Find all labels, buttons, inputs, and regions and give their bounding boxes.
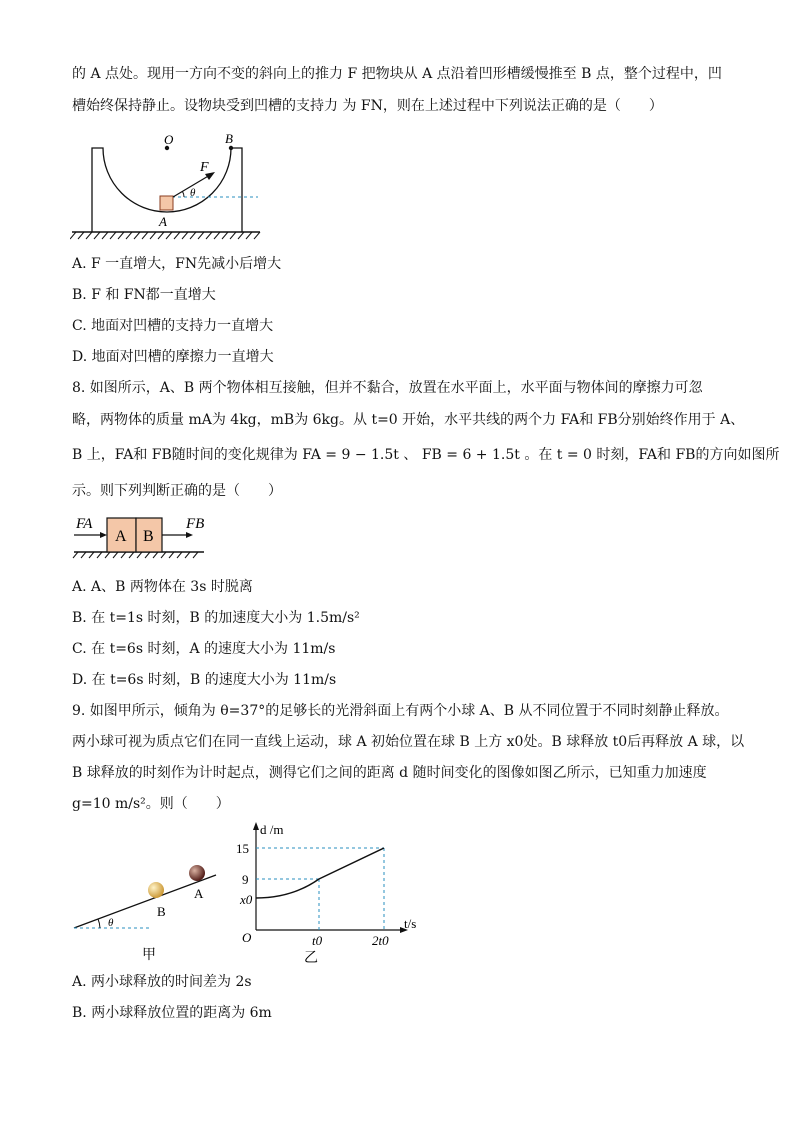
label-O: O: [164, 132, 174, 147]
block-icon: [160, 196, 173, 210]
q7-groove-figure: [70, 128, 270, 242]
q8-option-a: A. A、B 两物体在 3s 时脱离: [72, 579, 253, 595]
label-B: B: [225, 131, 233, 146]
block-b-label: B: [143, 528, 154, 545]
caption-yi: 乙: [304, 951, 318, 966]
label-F: F: [200, 160, 209, 175]
x-axis-label: t/s: [404, 916, 417, 931]
q9-line-4: g=10 m/s²。则（ ）: [72, 796, 230, 812]
y-tick-15: 15: [236, 841, 249, 856]
label-FA: FA: [76, 516, 93, 532]
q7-intro-line-2: 槽始终保持静止。设物块受到凹槽的支持力 为 FN，则在上述过程中下列说法正确的是（ ）: [72, 98, 663, 114]
q8-blocks-figure: [70, 510, 210, 568]
q9-option-b: B. 两小球释放位置的距离为 6m: [72, 1005, 272, 1021]
label-FB: FB: [186, 516, 205, 532]
q8-option-c: C. 在 t=6s 时刻，A 的速度大小为 11m/s: [72, 641, 336, 657]
x-tick-2t0: 2t0: [372, 933, 389, 948]
ball-a-label: A: [194, 886, 204, 901]
q7-option-d: D. 地面对凹槽的摩擦力一直增大: [72, 349, 274, 365]
q7-option-c: C. 地面对凹槽的支持力一直增大: [72, 318, 274, 334]
q9-line-2: 两小球可视为质点它们在同一直线上运动，球 A 初始位置在球 B 上方 x0处。B 球释放 t0后再释放 A 球，以: [72, 734, 745, 750]
incline-theta: θ: [108, 917, 114, 929]
q9-graph-figure: [232, 818, 432, 968]
q9-line-1: 9. 如图甲所示，倾角为 θ=37°的足够长的光滑斜面上有两个小球 A、B 从不同位置于不同时刻静止释放。: [72, 703, 729, 719]
q8-option-b: B. 在 t=1s 时刻，B 的加速度大小为 1.5m/s²: [72, 610, 360, 626]
y-tick-x0: x0: [240, 892, 253, 907]
q9-option-a: A. 两小球释放的时间差为 2s: [72, 974, 252, 990]
q8-line-4: 示。则下列判断正确的是（ ）: [72, 483, 282, 499]
y-axis-label: d /m: [260, 822, 284, 837]
q7-option-a: A. F 一直增大，FN先减小后增大: [72, 256, 282, 272]
q8-line-2: 略，两物体的质量 mA为 4kg，mB为 6kg。从 t=0 开始，水平共线的两个力 FA和 FB分别始终作用于 A、: [72, 412, 745, 428]
ball-b-label: B: [157, 904, 166, 919]
q9-line-3: B 球释放的时刻作为计时起点，测得它们之间的距离 d 随时间变化的图像如图乙所示，已知重力加速度: [72, 765, 707, 781]
q8-option-d: D. 在 t=6s 时刻，B 的速度大小为 11m/s: [72, 672, 337, 688]
ball-b-icon: [148, 882, 164, 898]
caption-jia: 甲: [142, 948, 156, 963]
q7-intro-line-1: 的 A 点处。现用一方向不变的斜向上的推力 F 把物块从 A 点沿着凹形槽缓慢推至 B 点，整个过程中，凹: [72, 66, 722, 82]
label-A: A: [159, 214, 167, 229]
q8-line-3: B 上，FA和 FB随时间的变化规律为 FA = 9 − 1.5t 、 FB = 6 + 1.5t 。在 t = 0 时刻，FA和 FB的方向如图所: [72, 447, 780, 463]
x-tick-t0: t0: [312, 933, 323, 948]
block-a-label: A: [115, 528, 127, 545]
label-theta: θ: [190, 187, 196, 199]
q8-line-1: 8. 如图所示，A、B 两个物体相互接触，但并不黏合，放置在水平面上，水平面与物体间的摩擦力可忽: [72, 380, 703, 396]
ball-a-icon: [189, 865, 205, 881]
origin-label: O: [242, 930, 252, 945]
q9-incline-figure: [70, 860, 225, 965]
y-tick-9: 9: [242, 872, 249, 887]
q7-option-b: B. F 和 FN都一直增大: [72, 287, 216, 303]
distance-curve: [256, 848, 384, 898]
